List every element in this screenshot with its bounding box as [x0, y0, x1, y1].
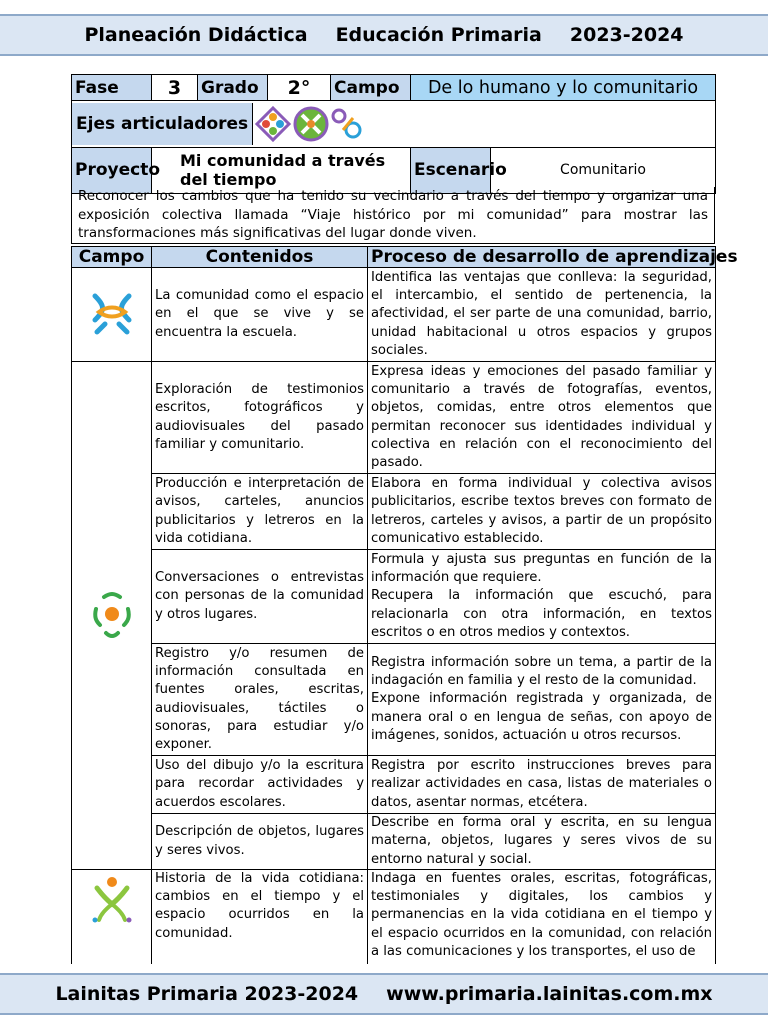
table-row	[72, 550, 716, 644]
contenido-cell: Exploración de testimonios escritos, fotográficos y audiovisuales del pasado familiar y comunitario.	[152, 362, 368, 474]
campo-label: Campo	[331, 75, 411, 101]
proyecto-label: Proyecto	[72, 147, 152, 193]
table-row	[72, 268, 716, 362]
footer-url: www.primaria.lainitas.com.mx	[386, 983, 713, 1005]
col-campo-header: Campo	[72, 247, 152, 268]
contenido-cell: La comunidad como el espacio en el que se vive y se encuentra la escuela.	[152, 268, 368, 362]
col-contenidos-header: Contenidos	[152, 247, 368, 268]
campo-icon-cell	[72, 362, 152, 870]
proceso-line: Formula y ajusta sus preguntas en función de la información que requiere.	[371, 551, 712, 586]
inclusion-icon	[257, 108, 289, 140]
contenido-cell: Historia de la vida cotidiana: cambios en el tiempo y el espacio ocurridos en la comunidad.	[152, 870, 368, 965]
igualdad-genero-icon	[333, 110, 360, 137]
proceso-cell	[368, 550, 716, 644]
escenario-value: Comunitario	[491, 147, 716, 193]
lenguajes-icon	[90, 589, 134, 639]
footer-banner	[0, 973, 768, 1015]
proceso-cell: Registra por escrito instrucciones breves para realizar actividades en casa, listas de materiales o datos, asentar normas, etcétera.	[368, 756, 716, 814]
project-description: Reconocer los cambios que ha tenido su vecindario a través del tiempo y organizar una exposición colectiva llamada “Viaje histórico por mi comunidad” para mostrar las transformaciones más significativas del lugar donde viven.	[71, 187, 715, 244]
contenido-cell: Producción e interpretación de avisos, carteles, anuncios publicitarios y letreros en la vida cotidiana.	[152, 474, 368, 550]
table-row	[72, 474, 716, 550]
info-table	[71, 74, 716, 194]
campo-icon-cell	[72, 870, 152, 965]
proceso-line: Registra información sobre un tema, a partir de la indagación en familia y el resto de la comunidad.	[371, 654, 712, 689]
etica-naturaleza-icon	[89, 874, 135, 924]
proceso-cell: Describe en forma oral y escrita, en su lengua materna, objetos, lugares y seres vivos de su entorno natural y social.	[368, 814, 716, 870]
proceso-cell: Expresa ideas y emociones del pasado familiar y comunitario a través de fotografías, eventos, objetos, comidas, entre otros elementos que permitan reconocer sus identidades individual y colectiva en relación con el reconocimiento del pasado.	[368, 362, 716, 474]
table-row	[72, 644, 716, 756]
proceso-cell: Identifica las ventajas que conlleva: la seguridad, el intercambio, el sentido de pertenencia, la afectividad, el ser parte de una comunidad, barrio, unidad habitacional u otros espacios y grupos sociales.	[368, 268, 716, 362]
footer-brand: Lainitas Primaria 2023-2024	[55, 983, 359, 1005]
header-title: Planeación Didáctica	[84, 24, 308, 46]
proceso-cell: Elabora en forma individual y colectiva avisos publicitarios, escribe textos breves con formato de letreros, carteles y avisos, a partir de un propósito comunicativo establecido.	[368, 474, 716, 550]
content-table	[71, 246, 738, 964]
escenario-label: Escenario	[411, 147, 491, 193]
table-row	[72, 362, 716, 474]
col-proceso-header: Proceso de desarrollo de aprendizajes	[368, 247, 716, 268]
table-row	[72, 756, 716, 814]
table-row	[72, 814, 716, 870]
proceso-cell: Indaga en fuentes orales, escritas, fotográficas, testimoniales y digitales, los cambios y permanencias en la vida cotidiana en el tiempo y el espacio ocurridos en la comunidad, con relación a las comunicaciones y los transportes, el uso de	[368, 870, 716, 965]
header-year: 2023-2024	[569, 24, 684, 46]
interculturalidad-icon	[295, 108, 327, 140]
ejes-icons	[253, 104, 371, 144]
header-level: Educación Primaria	[335, 24, 542, 46]
campo-icon-cell	[72, 268, 152, 362]
ejes-label: Ejes articuladores	[72, 103, 253, 145]
contenido-cell: Uso del dibujo y/o la escritura para recordar actividades y acuerdos escolares.	[152, 756, 368, 814]
contenido-cell: Registro y/o resumen de información consultada en fuentes orales, escritas, audiovisuales, táctiles o sonoras, para estudiar y/o exponer.	[152, 644, 368, 756]
proceso-line: Expone información registrada y organizada, de manera oral o en lengua de señas, con apoyo de imágenes, sonidos, actuación u otros recursos.	[371, 691, 712, 743]
campo-value: De lo humano y lo comunitario	[411, 75, 716, 101]
table-row	[72, 870, 716, 965]
proceso-cell	[368, 644, 716, 756]
contenido-cell: Descripción de objetos, lugares y seres vivos.	[152, 814, 368, 870]
grado-label: Grado	[198, 75, 268, 101]
proyecto-value: Mi comunidad a través del tiempo	[152, 147, 411, 193]
proceso-line: Recupera la información que escuchó, para relacionarla con otra información, en textos escritos o en otros medios y contextos.	[371, 588, 712, 640]
humano-comunitario-icon	[87, 288, 137, 338]
fase-label: Fase	[72, 75, 152, 101]
contenido-cell: Conversaciones o entrevistas con personas de la comunidad y otros lugares.	[152, 550, 368, 644]
fase-value: 3	[152, 75, 198, 101]
grado-value: 2°	[268, 75, 331, 101]
